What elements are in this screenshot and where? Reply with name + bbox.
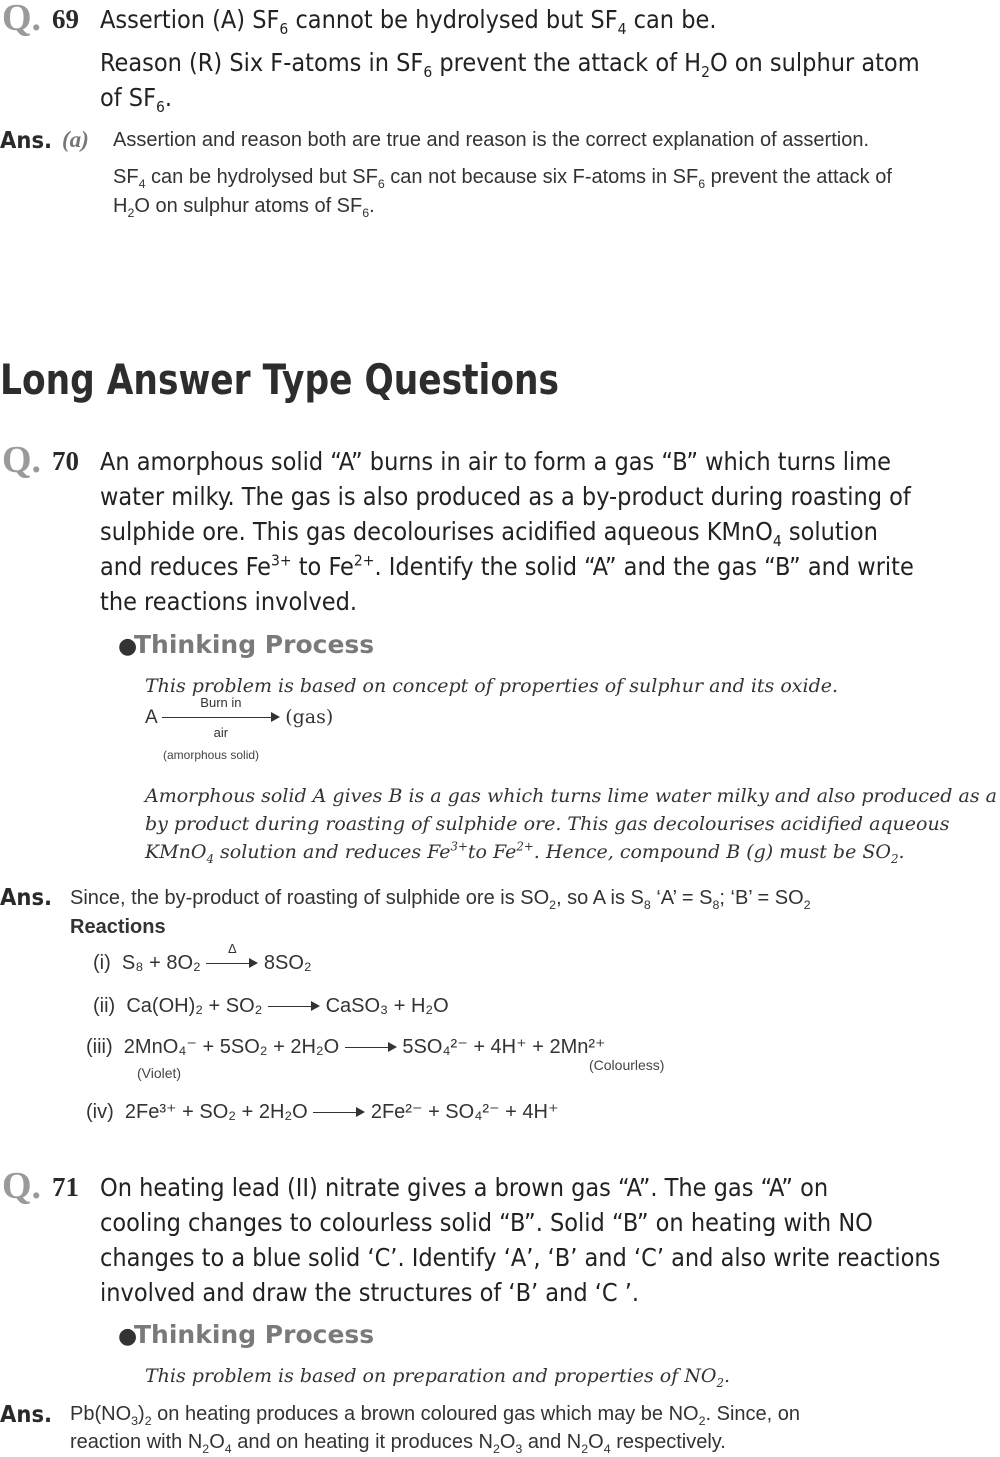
- thinking-process-heading: ●Thinking Process: [118, 630, 375, 659]
- answer-line: Since, the by-product of roasting of sulphide ore is $SO_2$, so A is $S_8$ ‘A’ = $S_8$; ‘B’ = $SO_2$: [70, 887, 811, 912]
- question-line: sulphide ore. This gas decolourises acidified aqueous KMnO$_4$ solution: [100, 517, 878, 550]
- thinking-process-line: This problem is based on concept of properties of sulphur and its oxide.: [145, 675, 839, 697]
- question-marker: Q.: [2, 439, 42, 481]
- reason-line: Reason (R) Six F-atoms in $SF_6$ prevent the attack of $H_2O$ on sulphur atom: [100, 48, 920, 81]
- reaction-2: (ii) Ca(OH)₂ + SO₂ CaSO₃ + H₂O: [93, 995, 449, 1017]
- question-line: and reduces $Fe^{3+}$ to $Fe^{2+}$. Identify the solid “A” and the gas “B” and write: [100, 551, 914, 581]
- reaction-arrow-icon: Δ: [206, 959, 258, 969]
- thinking-process-line: This problem is based on preparation and properties of $NO_2$.: [145, 1365, 731, 1390]
- thinking-process-line: Amorphous solid A gives B is a gas which turns lime water milky and also produced as a: [145, 785, 997, 807]
- reason-line-2: of $SF_6$.: [100, 83, 173, 116]
- answer-label: Ans.: [0, 128, 53, 154]
- reaction-1: (i) S₈ + 8O₂ Δ 8SO₂: [93, 940, 312, 974]
- reaction-arrow-icon: [313, 1108, 365, 1118]
- question-line: cooling changes to colourless solid “B”. Solid “B” on heating with NO: [100, 1208, 873, 1237]
- question-text: [100, 1170, 998, 1310]
- question-line: water milky. The gas is also produced as a by-product during roasting of: [100, 482, 911, 511]
- reaction-label: (Colourless): [589, 1057, 665, 1073]
- reaction-label: (Violet): [137, 1065, 182, 1081]
- reaction-arrow-icon: [268, 1002, 320, 1012]
- thinking-process-heading: ●Thinking Process: [118, 1320, 375, 1349]
- question-line: changes to a blue solid ‘C’. Identify ‘A’, ‘B’ and ‘C’ and also write reactions: [100, 1243, 941, 1272]
- answer-line: Assertion and reason both are true and reason is the correct explanation of assertion.: [113, 129, 870, 151]
- thinking-process-line: by product during roasting of sulphide ore. This gas decolourises acidified aqueous: [145, 813, 950, 835]
- answer-line: reaction with $N_2O_4$ and on heating it produces $N_2O_3$ and $N_2O_4$ respectively.: [70, 1431, 726, 1456]
- lightbulb-icon: ●: [118, 634, 138, 659]
- question-text: [100, 2, 998, 115]
- reaction-arrow-icon: Burn in air: [162, 713, 280, 723]
- answer-line: $Pb(NO_3)_2$ on heating produces a brown coloured gas which may be $NO_2$. Since, on: [70, 1403, 801, 1428]
- question-line: On heating lead (II) nitrate gives a brown gas “A”. The gas “A” on: [100, 1173, 829, 1202]
- answer-label: Ans.: [0, 1402, 53, 1428]
- reaction-3: (iii) 2MnO₄⁻ + 5SO₂ + 2H₂O 5SO₄²⁻ + 4H⁺ + 2Mn²⁺: [86, 1036, 606, 1058]
- reaction-4: (iv) 2Fe³⁺ + SO₂ + 2H₂O 2Fe²⁻ + SO₄²⁻ + 4H⁺: [86, 1101, 559, 1123]
- thinking-equation: A Burn in air (gas): [145, 694, 334, 740]
- answer-option: (a): [62, 127, 89, 152]
- reactions-heading: Reactions: [70, 916, 166, 938]
- question-text: [100, 444, 998, 619]
- answer-line: $SF_4$ can be hydrolysed but $SF_6$ can not because six F-atoms in $SF_6$ prevent the attack of: [113, 166, 892, 191]
- assertion-line: Assertion (A) $SF_6$ cannot be hydrolysed but $SF_4$ can be.: [100, 5, 717, 38]
- question-number: 70: [52, 446, 79, 476]
- equation-label: (amorphous solid): [163, 748, 260, 762]
- section-title: Long Answer Type Questions: [0, 355, 560, 404]
- thinking-process-line: KMnO$_4$ solution and reduces $Fe^{3+}to$ $Fe^{2+}$. Hence, compound B (g) must be $SO_2$.: [145, 839, 905, 866]
- question-line: involved and draw the structures of ‘B’ and ‘C ’.: [100, 1278, 640, 1307]
- lightbulb-icon: ●: [118, 1324, 138, 1349]
- question-number: 69: [52, 4, 79, 34]
- answer-line: $H_2O$ on sulphur atoms of $SF_6$.: [113, 195, 375, 220]
- question-marker: Q.: [2, 0, 42, 39]
- question-marker: Q.: [2, 1165, 42, 1207]
- question-line: the reactions involved.: [100, 587, 358, 616]
- question-number: 71: [52, 1172, 79, 1202]
- answer-label: Ans.: [0, 885, 53, 911]
- reaction-arrow-icon: [345, 1043, 397, 1053]
- question-line: An amorphous solid “A” burns in air to form a gas “B” which turns lime: [100, 447, 892, 476]
